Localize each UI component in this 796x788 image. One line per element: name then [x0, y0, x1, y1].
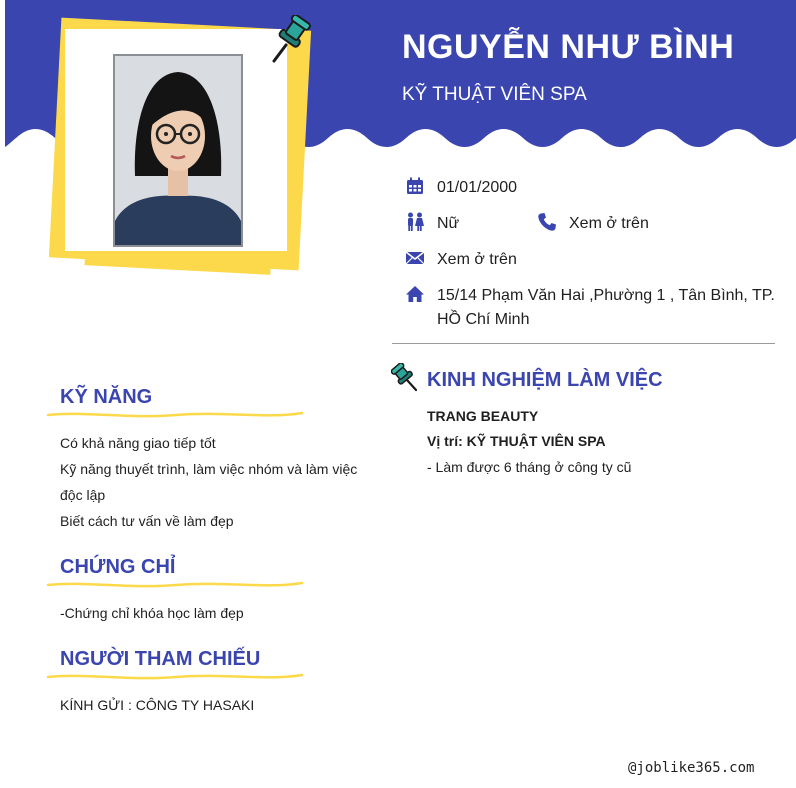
experience-description: - Làm được 6 tháng ở công ty cũ [427, 459, 632, 475]
experience-company: TRANG BEAUTY [427, 408, 539, 424]
references-section-title: NGƯỜI THAM CHIẾU [60, 648, 261, 670]
pushpin-icon [391, 363, 419, 393]
section-divider [392, 343, 775, 344]
phone-value: Xem ở trên [569, 215, 649, 232]
phone-row [537, 212, 649, 236]
experience-section-title: KINH NGHIỆM LÀM VIỆC [427, 369, 663, 391]
skills-title-underline [46, 410, 304, 420]
address-row [405, 284, 775, 332]
watermark-text: @joblike365.com [628, 760, 755, 776]
skill-item: Biết cách tư vấn về làm đẹp [60, 513, 234, 529]
skill-item: Kỹ năng thuyết trình, làm việc nhóm và làm việc độc lập [60, 461, 358, 503]
address-value: 15/14 Phạm Văn Hai ,Phường 1 , Tân Bình, TP. HỒ Chí Minh [437, 287, 775, 328]
birthday-value: 01/01/2000 [437, 179, 518, 196]
phone-icon [537, 212, 557, 232]
candidate-name: NGUYỄN NHƯ BÌNH [402, 28, 735, 66]
home-icon [405, 284, 425, 304]
skill-item: Có khả năng giao tiếp tốt [60, 435, 216, 451]
certificates-title-underline [46, 580, 304, 590]
pushpin-icon [268, 15, 312, 65]
email-row [405, 248, 517, 272]
gender-value: Nữ [437, 215, 460, 232]
experience-position: Vị trí: KỸ THUẬT VIÊN SPA [427, 433, 606, 449]
profile-photo [113, 54, 243, 247]
calendar-icon [405, 176, 425, 196]
skills-section-title: KỸ NĂNG [60, 386, 153, 408]
candidate-job-title: KỸ THUẬT VIÊN SPA [402, 84, 587, 105]
references-title-underline [46, 672, 304, 682]
gender-icon [405, 212, 425, 232]
certificates-section-title: CHỨNG CHỈ [60, 556, 176, 578]
email-value: Xem ở trên [437, 251, 517, 268]
gender-row [405, 212, 459, 236]
reference-item: KÍNH GỬI : CÔNG TY HASAKI [60, 697, 255, 713]
certificate-item: -Chứng chỉ khóa học làm đẹp [60, 605, 244, 621]
birthday-row [405, 176, 517, 200]
profile-photo-frame [45, 10, 315, 280]
envelope-icon [405, 248, 425, 268]
